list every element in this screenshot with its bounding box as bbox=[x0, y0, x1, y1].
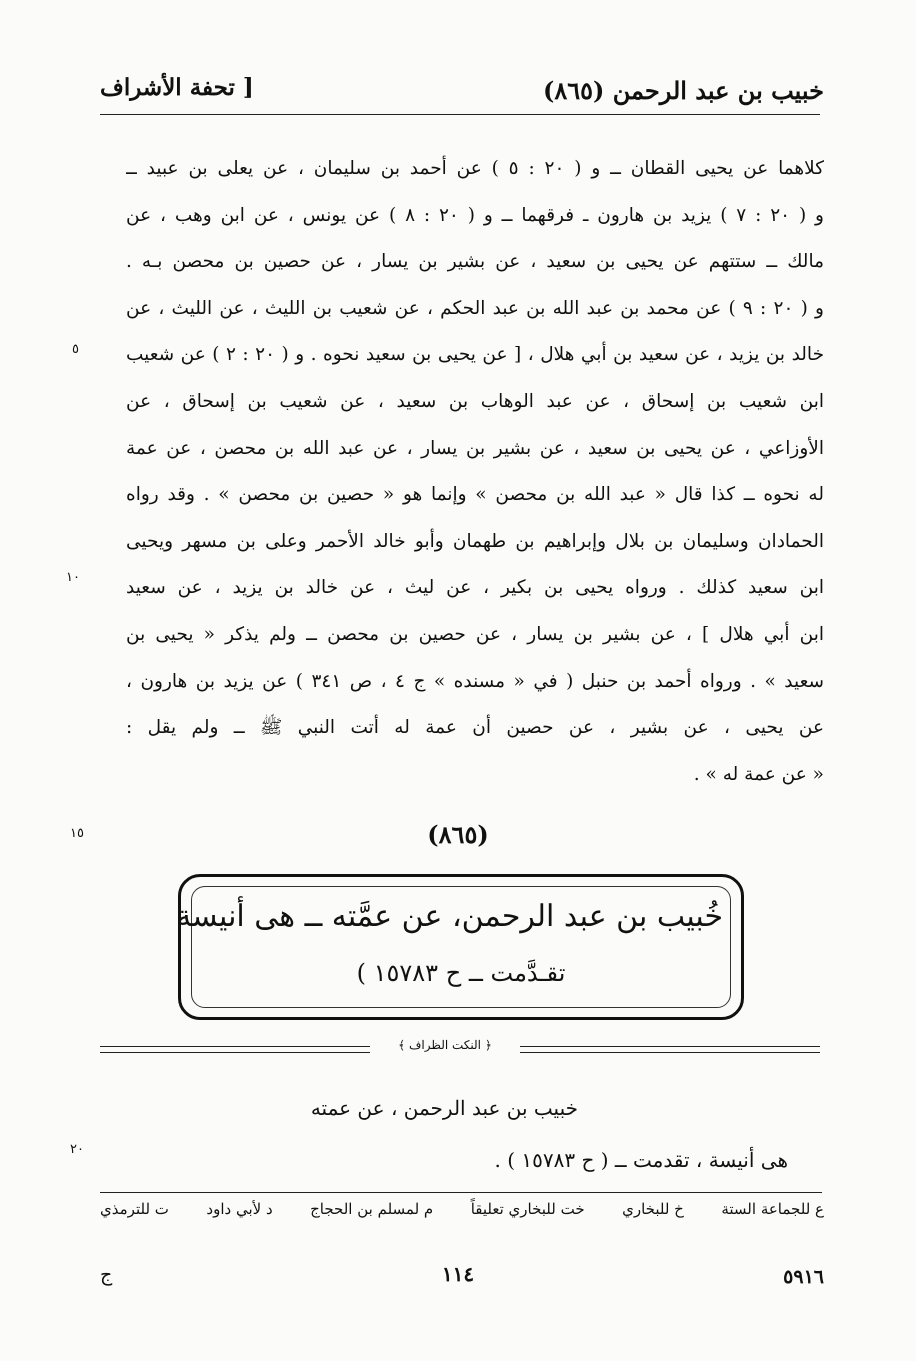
running-title: خبيب بن عبد الرحمن (٨٦٥) bbox=[542, 76, 824, 105]
text-line: خالد بن يزيد ، عن سعيد بن أبي هلال ، [ عن يحيى بن سعيد نحوه . و ( ٢٠ : ٢ ) عن شعيب bbox=[126, 344, 824, 366]
legend-item: خ للبخاري bbox=[622, 1200, 684, 1218]
legend-item: ت للترمذي bbox=[100, 1200, 169, 1218]
line-number-5: ٥ bbox=[72, 342, 79, 357]
serial-number: ٥٩١٦ bbox=[783, 1266, 824, 1288]
entry-number: (٨٦٥) bbox=[427, 820, 489, 849]
line-number-10: ١٠ bbox=[66, 570, 80, 585]
legend-item: م لمسلم بن الحجاج bbox=[310, 1200, 434, 1218]
line-number-20: ٢٠ bbox=[70, 1142, 84, 1157]
legend-item: د لأبي داود bbox=[206, 1200, 273, 1218]
book-title: [ تحفة الأشراف bbox=[100, 74, 254, 101]
text-line: ابن سعيد كذلك . ورواه يحيى بن بكير ، عن ليث ، عن خالد بن يزيد ، عن سعيد bbox=[126, 577, 824, 599]
nukat-line: خبيب بن عبد الرحمن ، عن عمته bbox=[310, 1096, 578, 1120]
entry-title-box bbox=[178, 874, 744, 1020]
text-line: له نحوه ــ كذا قال « عبد الله بن محصن » وإنما هو « حصين بن محصن » . وقد رواه bbox=[126, 484, 824, 506]
body-text bbox=[126, 146, 824, 798]
text-line: كلاهما عن يحيى القطان ــ و ( ٢٠ : ٥ ) عن أحمد بن سليمان ، عن يعلى بن عبيد ــ bbox=[126, 158, 824, 179]
abbreviation-legend bbox=[100, 1200, 824, 1218]
ornament-rule-left bbox=[100, 1046, 370, 1053]
legend-item: ع للجماعة الستة bbox=[721, 1200, 824, 1218]
ornament-rule-right bbox=[520, 1046, 820, 1053]
text-line: ابن شعيب بن إسحاق ، عن عبد الوهاب بن سعيد ، عن شعيب بن إسحاق ، عن bbox=[126, 390, 824, 412]
nukat-line: هى أنيسة ، تقدمت ــ ( ح ١٥٧٨٣ ) . bbox=[494, 1148, 788, 1172]
legend-item: خت للبخاري تعليقاً bbox=[470, 1200, 585, 1218]
footer-rule bbox=[100, 1192, 822, 1193]
text-line: « عن عمة له » . bbox=[693, 763, 824, 785]
header-rule bbox=[100, 114, 820, 115]
text-line: و ( ٢٠ : ٧ ) يزيد بن هارون ـ فرقهما ــ و ( ٢٠ : ٨ ) عن يونس ، عن ابن وهب ، عن bbox=[126, 204, 824, 226]
page-number: ١١٤ bbox=[441, 1262, 475, 1286]
ornament-label: ﴿ النكت الظراف ﴾ bbox=[398, 1038, 492, 1052]
text-line: مالك ــ ستتهم عن يحيى بن سعيد ، عن بشير بن يسار ، عن حصين بن محصن بـه . bbox=[126, 251, 824, 273]
line-number-15: ١٥ bbox=[70, 826, 84, 841]
text-line: ابن أبي هلال ] ، عن بشير بن يسار ، عن حصين بن محصن ــ ولم يذكر « يحيى بن bbox=[126, 623, 824, 645]
text-line: عن يحيى ، عن بشير ، عن حصين أن عمة له أتت النبي ﷺ ــ ولم يقل : bbox=[126, 717, 824, 739]
text-line: و ( ٢٠ : ٩ ) عن محمد بن عبد الله بن عبد الحكم ، عن شعيب بن الليث ، عن الليث ، عن bbox=[126, 297, 824, 319]
signature-mark: ج bbox=[100, 1264, 113, 1286]
text-line: الحمادان وسليمان بن بلال وإبراهيم بن طهمان وأبو خالد الأحمر وعلى بن مسهر ويحيى bbox=[126, 530, 824, 552]
entry-title: خُبيب بن عبد الرحمن، عن عمَّته ــ هى أنيسة bbox=[176, 899, 723, 934]
text-line: الأوزاعي ، عن يحيى بن سعيد ، عن بشير بن يسار ، عن عبد الله بن محصن ، عن عمة bbox=[126, 437, 824, 459]
text-line: سعيد » . ورواه أحمد بن حنبل ( في « مسنده » ج ٤ ، ص ٣٤١ ) عن يزيد بن هارون ، bbox=[126, 670, 824, 692]
entry-cross-reference: تقـدَّمت ــ ح ١٥٧٨٣ ) bbox=[356, 959, 566, 987]
